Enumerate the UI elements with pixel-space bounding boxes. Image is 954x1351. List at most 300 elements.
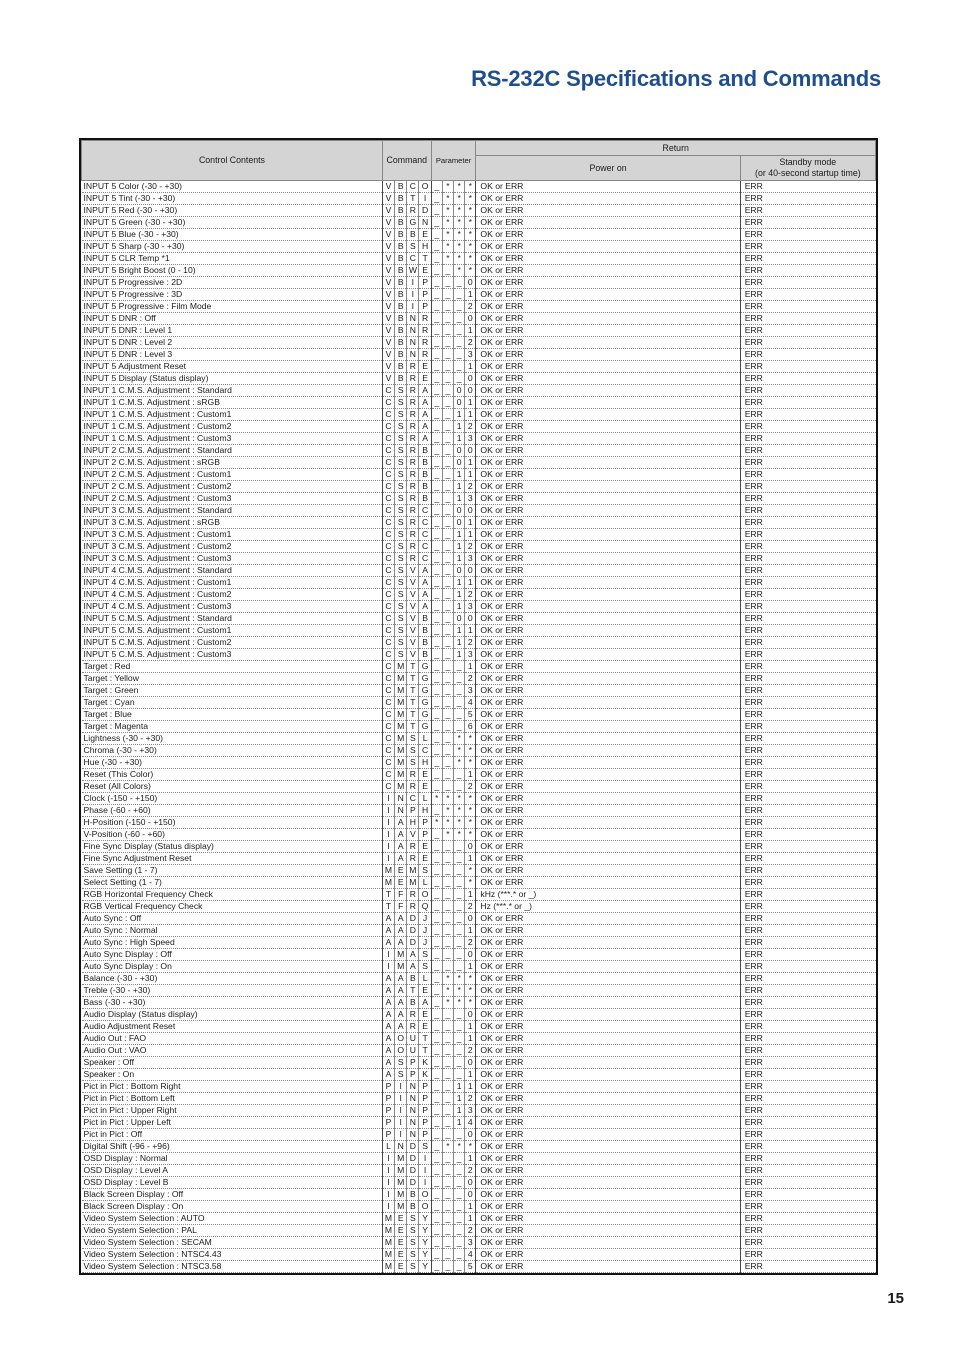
parameter-char-cell: _ [431, 589, 442, 601]
command-char-cell: B [395, 361, 407, 373]
control-contents-cell: INPUT 5 CLR Temp *1 [82, 253, 383, 265]
control-contents-cell: INPUT 5 Green (-30 - +30) [82, 217, 383, 229]
command-char-cell: S [419, 961, 431, 973]
control-contents-cell: OSD Display : Level B [82, 1177, 383, 1189]
command-char-cell: R [407, 853, 419, 865]
parameter-char-cell: 0 [465, 1177, 476, 1189]
parameter-char-cell: _ [431, 829, 442, 841]
parameter-char-cell: _ [454, 289, 465, 301]
control-contents-cell: Audio Out : FAO [82, 1033, 383, 1045]
parameter-char-cell: _ [442, 517, 453, 529]
command-char-cell: D [407, 1165, 419, 1177]
command-char-cell: D [419, 205, 431, 217]
parameter-char-cell: _ [431, 1201, 442, 1213]
command-char-cell: O [395, 1033, 407, 1045]
command-char-cell: C [382, 469, 394, 481]
command-char-cell: B [419, 613, 431, 625]
command-char-cell: E [419, 1021, 431, 1033]
command-char-cell: R [407, 889, 419, 901]
parameter-char-cell: 2 [465, 301, 476, 313]
parameter-char-cell: _ [431, 181, 442, 193]
table-row [82, 1081, 876, 1093]
parameter-char-cell: _ [442, 481, 453, 493]
parameter-char-cell: 1 [465, 1021, 476, 1033]
parameter-char-cell: 3 [465, 685, 476, 697]
standby-return-cell: ERR [740, 565, 875, 577]
parameter-char-cell: _ [431, 1237, 442, 1249]
parameter-char-cell: _ [442, 913, 453, 925]
command-char-cell: B [395, 373, 407, 385]
parameter-char-cell: _ [442, 325, 453, 337]
parameter-char-cell: _ [442, 313, 453, 325]
command-char-cell: N [419, 217, 431, 229]
parameter-char-cell: * [454, 817, 465, 829]
command-char-cell: N [395, 793, 407, 805]
parameter-char-cell: _ [442, 853, 453, 865]
control-contents-cell: Auto Sync Display : On [82, 961, 383, 973]
parameter-char-cell: 6 [465, 721, 476, 733]
table-row [82, 1093, 876, 1105]
parameter-char-cell: * [442, 205, 453, 217]
command-char-cell: M [395, 733, 407, 745]
command-char-cell: E [395, 1261, 407, 1273]
parameter-char-cell: _ [431, 1189, 442, 1201]
table-row [82, 457, 876, 469]
power-on-return-cell: OK or ERR [476, 673, 740, 685]
parameter-char-cell: _ [442, 277, 453, 289]
power-on-return-cell: OK or ERR [476, 1225, 740, 1237]
power-on-return-cell: OK or ERR [476, 1201, 740, 1213]
command-char-cell: B [395, 193, 407, 205]
command-char-cell: S [395, 445, 407, 457]
table-row [82, 661, 876, 673]
standby-return-cell: ERR [740, 181, 875, 193]
command-char-cell: A [395, 937, 407, 949]
table-row [82, 889, 876, 901]
parameter-char-cell: 0 [465, 373, 476, 385]
command-char-cell: A [419, 409, 431, 421]
power-on-return-cell: OK or ERR [476, 781, 740, 793]
parameter-char-cell: _ [431, 865, 442, 877]
parameter-char-cell: 1 [465, 769, 476, 781]
table-row [82, 973, 876, 985]
parameter-char-cell: 1 [465, 625, 476, 637]
parameter-char-cell: _ [431, 397, 442, 409]
command-char-cell: L [419, 973, 431, 985]
command-char-cell: B [395, 349, 407, 361]
standby-return-cell: ERR [740, 265, 875, 277]
parameter-char-cell: _ [442, 397, 453, 409]
command-char-cell: S [395, 1069, 407, 1081]
standby-return-cell: ERR [740, 625, 875, 637]
command-char-cell: I [382, 841, 394, 853]
command-char-cell: R [407, 205, 419, 217]
command-char-cell: R [407, 1009, 419, 1021]
command-char-cell: B [419, 445, 431, 457]
standby-return-cell: ERR [740, 709, 875, 721]
parameter-char-cell: 0 [465, 613, 476, 625]
table-row [82, 529, 876, 541]
command-char-cell: S [407, 733, 419, 745]
control-contents-cell: Speaker : Off [82, 1057, 383, 1069]
command-char-cell: R [407, 781, 419, 793]
command-char-cell: A [382, 1057, 394, 1069]
command-char-cell: G [419, 697, 431, 709]
parameter-char-cell: _ [442, 937, 453, 949]
control-contents-cell: INPUT 5 Progressive : Film Mode [82, 301, 383, 313]
standby-return-cell: ERR [740, 241, 875, 253]
control-contents-cell: INPUT 5 DNR : Level 3 [82, 349, 383, 361]
parameter-char-cell: 3 [465, 349, 476, 361]
parameter-char-cell: _ [431, 1093, 442, 1105]
command-char-cell: B [395, 253, 407, 265]
control-contents-cell: Balance (-30 - +30) [82, 973, 383, 985]
command-char-cell: J [419, 937, 431, 949]
table-row [82, 565, 876, 577]
command-char-cell: S [419, 949, 431, 961]
command-char-cell: S [395, 421, 407, 433]
standby-return-cell: ERR [740, 253, 875, 265]
standby-return-cell: ERR [740, 457, 875, 469]
parameter-char-cell: _ [442, 1033, 453, 1045]
parameter-char-cell: 1 [465, 469, 476, 481]
parameter-char-cell: _ [442, 661, 453, 673]
parameter-char-cell: _ [431, 469, 442, 481]
table-row [82, 637, 876, 649]
parameter-char-cell: _ [431, 1141, 442, 1153]
power-on-return-cell: OK or ERR [476, 937, 740, 949]
control-contents-cell: INPUT 2 C.M.S. Adjustment : Standard [82, 445, 383, 457]
parameter-char-cell: _ [431, 553, 442, 565]
control-contents-cell: Target : Cyan [82, 697, 383, 709]
parameter-char-cell: * [442, 817, 453, 829]
command-char-cell: P [419, 829, 431, 841]
command-char-cell: A [395, 925, 407, 937]
parameter-char-cell: 1 [465, 529, 476, 541]
command-char-cell: P [419, 301, 431, 313]
command-char-cell: M [382, 1213, 394, 1225]
command-char-cell: A [419, 397, 431, 409]
parameter-char-cell: _ [431, 841, 442, 853]
command-char-cell: C [382, 397, 394, 409]
parameter-char-cell: 1 [454, 601, 465, 613]
standby-return-cell: ERR [740, 1117, 875, 1129]
table-row [82, 1153, 876, 1165]
command-char-cell: M [382, 1237, 394, 1249]
command-char-cell: P [419, 1129, 431, 1141]
command-char-cell: S [395, 613, 407, 625]
command-char-cell: C [382, 733, 394, 745]
command-char-cell: N [407, 337, 419, 349]
table-row [82, 1141, 876, 1153]
parameter-char-cell: * [465, 997, 476, 1009]
command-char-cell: T [407, 697, 419, 709]
command-char-cell: J [419, 925, 431, 937]
control-contents-cell: Auto Sync : High Speed [82, 937, 383, 949]
table-row [82, 241, 876, 253]
command-char-cell: V [407, 613, 419, 625]
table-row [82, 769, 876, 781]
parameter-char-cell: 1 [454, 1105, 465, 1117]
parameter-char-cell: _ [431, 673, 442, 685]
command-char-cell: A [407, 961, 419, 973]
parameter-char-cell: _ [454, 781, 465, 793]
table-row [82, 553, 876, 565]
command-char-cell: C [382, 661, 394, 673]
standby-return-cell: ERR [740, 373, 875, 385]
command-char-cell: E [395, 865, 407, 877]
command-char-cell: S [395, 457, 407, 469]
command-char-cell: C [407, 253, 419, 265]
parameter-char-cell: _ [442, 445, 453, 457]
power-on-return-cell: OK or ERR [476, 493, 740, 505]
parameter-char-cell: _ [454, 1033, 465, 1045]
table-row [82, 1189, 876, 1201]
table-row [82, 493, 876, 505]
command-char-cell: M [395, 949, 407, 961]
table-row [82, 745, 876, 757]
table-row [82, 325, 876, 337]
power-on-return-cell: OK or ERR [476, 181, 740, 193]
table-row [82, 949, 876, 961]
command-char-cell: R [407, 841, 419, 853]
control-contents-cell: Audio Out : VAO [82, 1045, 383, 1057]
command-char-cell: S [395, 505, 407, 517]
table-row [82, 817, 876, 829]
command-char-cell: H [419, 757, 431, 769]
command-char-cell: R [419, 337, 431, 349]
parameter-char-cell: * [442, 1141, 453, 1153]
table-row [82, 313, 876, 325]
parameter-char-cell: _ [454, 1237, 465, 1249]
command-char-cell: R [407, 469, 419, 481]
command-char-cell: C [382, 745, 394, 757]
parameter-char-cell: 1 [454, 433, 465, 445]
parameter-char-cell: _ [442, 529, 453, 541]
table-row [82, 1069, 876, 1081]
command-char-cell: R [407, 1021, 419, 1033]
parameter-char-cell: _ [431, 625, 442, 637]
command-char-cell: M [395, 673, 407, 685]
parameter-char-cell: _ [454, 673, 465, 685]
command-char-cell: A [395, 853, 407, 865]
standby-return-cell: ERR [740, 841, 875, 853]
standby-return-cell: ERR [740, 493, 875, 505]
parameter-char-cell: * [465, 757, 476, 769]
power-on-return-cell: OK or ERR [476, 985, 740, 997]
standby-return-cell: ERR [740, 1153, 875, 1165]
command-char-cell: C [382, 409, 394, 421]
parameter-char-cell: _ [431, 649, 442, 661]
parameter-char-cell: _ [442, 625, 453, 637]
power-on-return-cell: OK or ERR [476, 1249, 740, 1261]
parameter-char-cell: _ [431, 613, 442, 625]
control-contents-cell: INPUT 5 Tint (-30 - +30) [82, 193, 383, 205]
parameter-char-cell: * [442, 829, 453, 841]
command-char-cell: V [382, 241, 394, 253]
command-char-cell: S [395, 433, 407, 445]
control-contents-cell: INPUT 5 Progressive : 3D [82, 289, 383, 301]
table-row [82, 1117, 876, 1129]
parameter-char-cell: _ [431, 433, 442, 445]
control-contents-cell: INPUT 2 C.M.S. Adjustment : sRGB [82, 457, 383, 469]
command-char-cell: G [419, 709, 431, 721]
command-char-cell: C [382, 769, 394, 781]
standby-return-cell: ERR [740, 361, 875, 373]
control-contents-cell: Bass (-30 - +30) [82, 997, 383, 1009]
command-char-cell: A [419, 589, 431, 601]
command-char-cell: I [407, 289, 419, 301]
command-char-cell: B [419, 493, 431, 505]
power-on-return-cell: OK or ERR [476, 757, 740, 769]
table-row [82, 481, 876, 493]
header-power-on: Power on [476, 156, 740, 181]
power-on-return-cell: OK or ERR [476, 1129, 740, 1141]
standby-return-cell: ERR [740, 1129, 875, 1141]
parameter-char-cell: 1 [454, 421, 465, 433]
control-contents-cell: Auto Sync : Normal [82, 925, 383, 937]
command-char-cell: V [407, 565, 419, 577]
table-row [82, 577, 876, 589]
command-char-cell: S [395, 385, 407, 397]
command-char-cell: B [407, 229, 419, 241]
command-char-cell: R [407, 541, 419, 553]
command-char-cell: P [419, 1105, 431, 1117]
command-char-cell: O [419, 181, 431, 193]
command-char-cell: V [382, 301, 394, 313]
command-char-cell: T [382, 889, 394, 901]
table-row [82, 1201, 876, 1213]
table-row [82, 469, 876, 481]
parameter-char-cell: _ [431, 493, 442, 505]
command-char-cell: B [395, 181, 407, 193]
power-on-return-cell: OK or ERR [476, 577, 740, 589]
command-char-cell: I [395, 1093, 407, 1105]
table-row [82, 1249, 876, 1261]
control-contents-cell: Target : Magenta [82, 721, 383, 733]
page-title: RS-232C Specifications and Commands [471, 66, 881, 91]
command-char-cell: S [395, 1057, 407, 1069]
parameter-char-cell: _ [454, 277, 465, 289]
control-contents-cell: Hue (-30 - +30) [82, 757, 383, 769]
command-char-cell: M [395, 961, 407, 973]
command-char-cell: V [407, 625, 419, 637]
command-char-cell: S [395, 529, 407, 541]
parameter-char-cell: 1 [465, 577, 476, 589]
parameter-char-cell: * [454, 793, 465, 805]
power-on-return-cell: OK or ERR [476, 1237, 740, 1249]
parameter-char-cell: 0 [465, 1057, 476, 1069]
command-char-cell: R [407, 553, 419, 565]
parameter-char-cell: _ [442, 265, 453, 277]
parameter-char-cell: _ [431, 877, 442, 889]
standby-return-cell: ERR [740, 745, 875, 757]
control-contents-cell: OSD Display : Level A [82, 1165, 383, 1177]
parameter-char-cell: _ [454, 685, 465, 697]
parameter-char-cell: * [465, 817, 476, 829]
parameter-char-cell: 5 [465, 709, 476, 721]
command-char-cell: A [395, 913, 407, 925]
parameter-char-cell: 0 [465, 949, 476, 961]
parameter-char-cell: * [465, 829, 476, 841]
command-char-cell: C [419, 541, 431, 553]
power-on-return-cell: OK or ERR [476, 721, 740, 733]
command-char-cell: P [382, 1105, 394, 1117]
parameter-char-cell: _ [442, 1081, 453, 1093]
parameter-char-cell: _ [431, 913, 442, 925]
control-contents-cell: INPUT 1 C.M.S. Adjustment : sRGB [82, 397, 383, 409]
command-char-cell: C [382, 493, 394, 505]
command-char-cell: P [419, 289, 431, 301]
table-row [82, 445, 876, 457]
command-char-cell: C [382, 673, 394, 685]
parameter-char-cell: 0 [454, 385, 465, 397]
command-char-cell: N [407, 1117, 419, 1129]
power-on-return-cell: OK or ERR [476, 445, 740, 457]
control-contents-cell: INPUT 5 Progressive : 2D [82, 277, 383, 289]
command-char-cell: V [382, 193, 394, 205]
parameter-char-cell: * [454, 733, 465, 745]
standby-return-cell: ERR [740, 925, 875, 937]
command-char-cell: B [395, 337, 407, 349]
command-char-cell: B [395, 205, 407, 217]
command-char-cell: A [395, 997, 407, 1009]
power-on-return-cell: OK or ERR [476, 1021, 740, 1033]
command-char-cell: B [419, 469, 431, 481]
parameter-char-cell: 1 [454, 625, 465, 637]
power-on-return-cell: OK or ERR [476, 817, 740, 829]
table-row [82, 1057, 876, 1069]
table-row [82, 1009, 876, 1021]
parameter-char-cell: _ [431, 757, 442, 769]
parameter-char-cell: _ [431, 529, 442, 541]
standby-return-cell: ERR [740, 1189, 875, 1201]
parameter-char-cell: _ [442, 553, 453, 565]
command-char-cell: V [407, 577, 419, 589]
parameter-char-cell: _ [442, 505, 453, 517]
command-char-cell: S [407, 757, 419, 769]
standby-return-cell: ERR [740, 1249, 875, 1261]
parameter-char-cell: 1 [454, 541, 465, 553]
power-on-return-cell: OK or ERR [476, 1177, 740, 1189]
parameter-char-cell: _ [431, 1081, 442, 1093]
standby-return-cell: ERR [740, 697, 875, 709]
command-char-cell: C [382, 433, 394, 445]
command-char-cell: C [382, 601, 394, 613]
parameter-char-cell: 3 [465, 553, 476, 565]
command-char-cell: A [382, 973, 394, 985]
command-char-cell: S [395, 601, 407, 613]
command-char-cell: B [395, 229, 407, 241]
command-char-cell: I [382, 1165, 394, 1177]
command-char-cell: C [382, 421, 394, 433]
power-on-return-cell: OK or ERR [476, 625, 740, 637]
parameter-char-cell: 4 [465, 1117, 476, 1129]
control-contents-cell: INPUT 5 Color (-30 - +30) [82, 181, 383, 193]
standby-return-cell: ERR [740, 1213, 875, 1225]
parameter-char-cell: _ [431, 565, 442, 577]
command-char-cell: E [395, 877, 407, 889]
parameter-char-cell: _ [431, 697, 442, 709]
command-char-cell: M [382, 877, 394, 889]
parameter-char-cell: 2 [465, 337, 476, 349]
parameter-char-cell: _ [442, 685, 453, 697]
parameter-char-cell: _ [431, 1117, 442, 1129]
command-char-cell: B [395, 289, 407, 301]
control-contents-cell: INPUT 5 C.M.S. Adjustment : Custom3 [82, 649, 383, 661]
command-char-cell: I [382, 1189, 394, 1201]
parameter-char-cell: _ [431, 901, 442, 913]
